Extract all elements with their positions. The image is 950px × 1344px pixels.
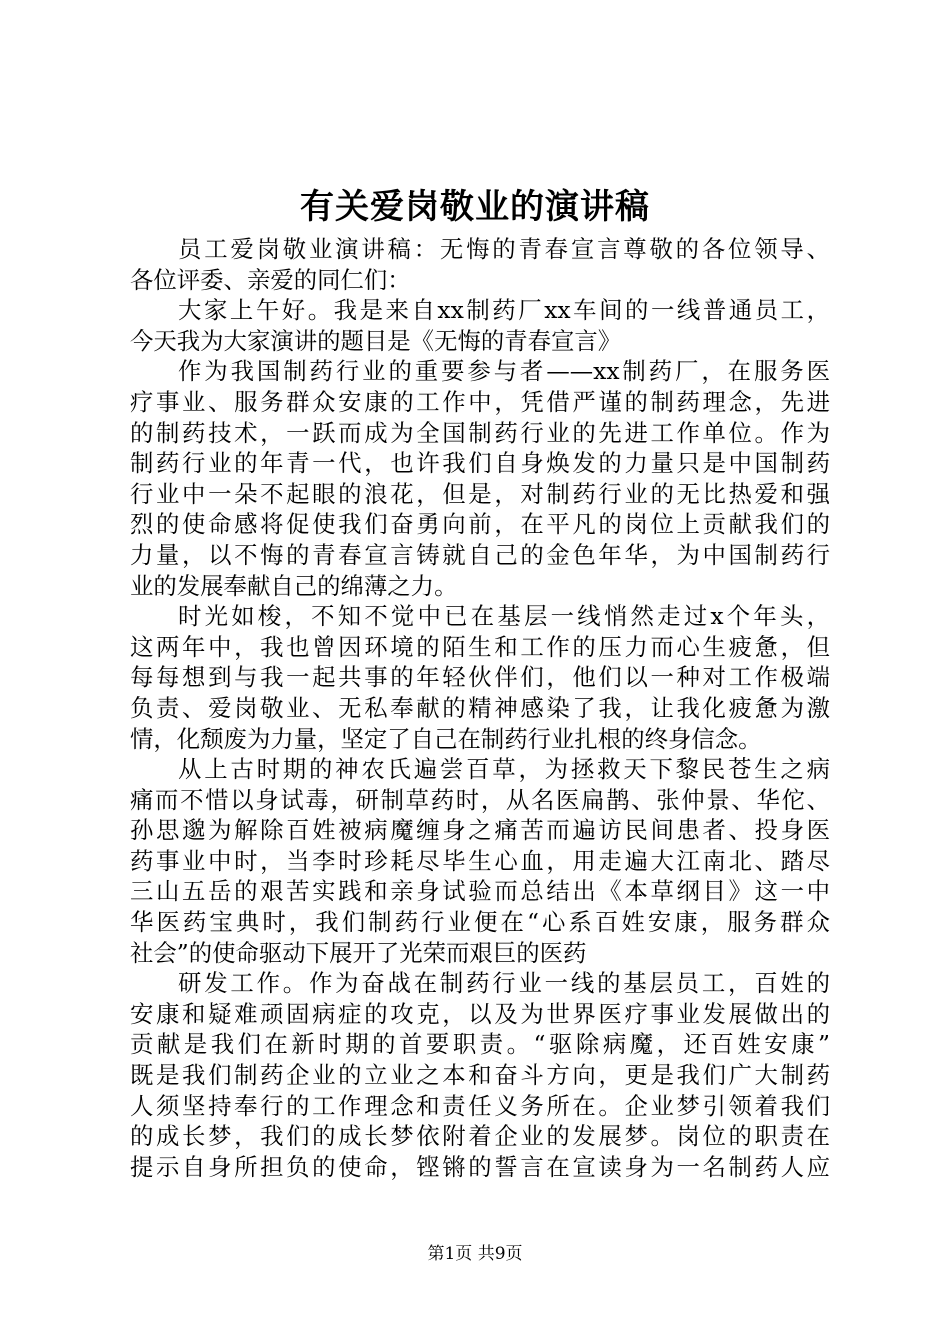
text-line: 制药行业的年青一代，也许我们自身焕发的力量只是中国制药 bbox=[130, 449, 830, 478]
text-line: 行业中一朵不起眼的浪花，但是，对制药行业的无比热爱和强 bbox=[130, 479, 830, 508]
page-footer: 第1页 共9页 bbox=[427, 1244, 523, 1264]
text-line: 今天我为大家演讲的题目是《无悔的青春宣言》 bbox=[130, 326, 622, 355]
text-line: 这两年中，我也曾因环境的陌生和工作的压力而心生疲惫，但 bbox=[130, 632, 830, 661]
page-title: 有关爱岗敬业的演讲稿 bbox=[300, 187, 650, 227]
text-line: 社会”的使命驱动下展开了光荣而艰巨的医药 bbox=[130, 938, 587, 967]
text-line: 提示自身所担负的使命，铿锵的誓言在宣读身为一名制药人应 bbox=[130, 1152, 830, 1181]
speech-body bbox=[130, 234, 830, 1182]
text-line: 力量，以不悔的青春宣言铸就自己的金色年华，为中国制药行 bbox=[130, 540, 830, 569]
text-line: 烈的使命感将促使我们奋勇向前，在平凡的岗位上贡献我们的 bbox=[130, 510, 830, 539]
text-line: 安康和疑难顽固病症的攻克，以及为世界医疗事业发展做出的 bbox=[130, 999, 830, 1028]
text-line: 药事业中时，当李时珍耗尽毕生心血，用走遍大江南北、踏尽 bbox=[130, 846, 830, 875]
text-line: 的制药技术，一跃而成为全国制药行业的先进工作单位。作为 bbox=[130, 418, 830, 447]
text-line: 三山五岳的艰苦实践和亲身试验而总结出《本草纲目》这一中 bbox=[130, 877, 830, 906]
text-line: 情，化颓废为力量，坚定了自己在制药行业扎根的终身信念。 bbox=[130, 724, 762, 753]
text-line: 各位评委、亲爱的同仁们： bbox=[130, 265, 411, 294]
text-line: 从上古时期的神农氏遍尝百草，为拯救天下黎民苍生之病 bbox=[178, 755, 830, 784]
text-line: 疗事业、服务群众安康的工作中，凭借严谨的制药理念，先进 bbox=[130, 387, 830, 416]
text-line: 孙思邈为解除百姓被病魔缠身之痛苦而遍访民间患者、投身医 bbox=[130, 816, 830, 845]
text-line: 作为我国制药行业的重要参与者——xx制药厂，在服务医 bbox=[178, 357, 830, 386]
text-line: 华医药宝典时，我们制药行业便在“心系百姓安康，服务群众 bbox=[130, 908, 830, 937]
text-line: 痛而不惜以身试毒，研制草药时，从名医扁鹊、张仲景、华佗、 bbox=[130, 785, 830, 814]
text-line: 研发工作。作为奋战在制药行业一线的基层员工，百姓的 bbox=[178, 969, 830, 998]
text-line: 每每想到与我一起共事的年轻伙伴们，他们以一种对工作极端 bbox=[130, 663, 830, 692]
text-line: 贡献是我们在新时期的首要职责。“驱除病魔，还百姓安康” bbox=[130, 1030, 830, 1059]
text-line: 业的发展奉献自己的绵薄之力。 bbox=[130, 571, 458, 600]
text-line: 负责、爱岗敬业、无私奉献的精神感染了我，让我化疲惫为激 bbox=[130, 693, 830, 722]
text-line: 大家上午好。我是来自xx制药厂xx车间的一线普通员工， bbox=[178, 296, 830, 325]
text-line: 的成长梦，我们的成长梦依附着企业的发展梦。岗位的职责在 bbox=[130, 1122, 830, 1151]
text-line: 既是我们制药企业的立业之本和奋斗方向，更是我们广大制药 bbox=[130, 1061, 830, 1090]
text-line: 时光如梭，不知不觉中已在基层一线悄然走过x个年头， bbox=[178, 602, 830, 631]
text-line: 员工爱岗敬业演讲稿：无悔的青春宣言尊敬的各位领导、 bbox=[178, 235, 830, 263]
text-line: 人须坚持奉行的工作理念和责任义务所在。企业梦引领着我们 bbox=[130, 1091, 830, 1120]
